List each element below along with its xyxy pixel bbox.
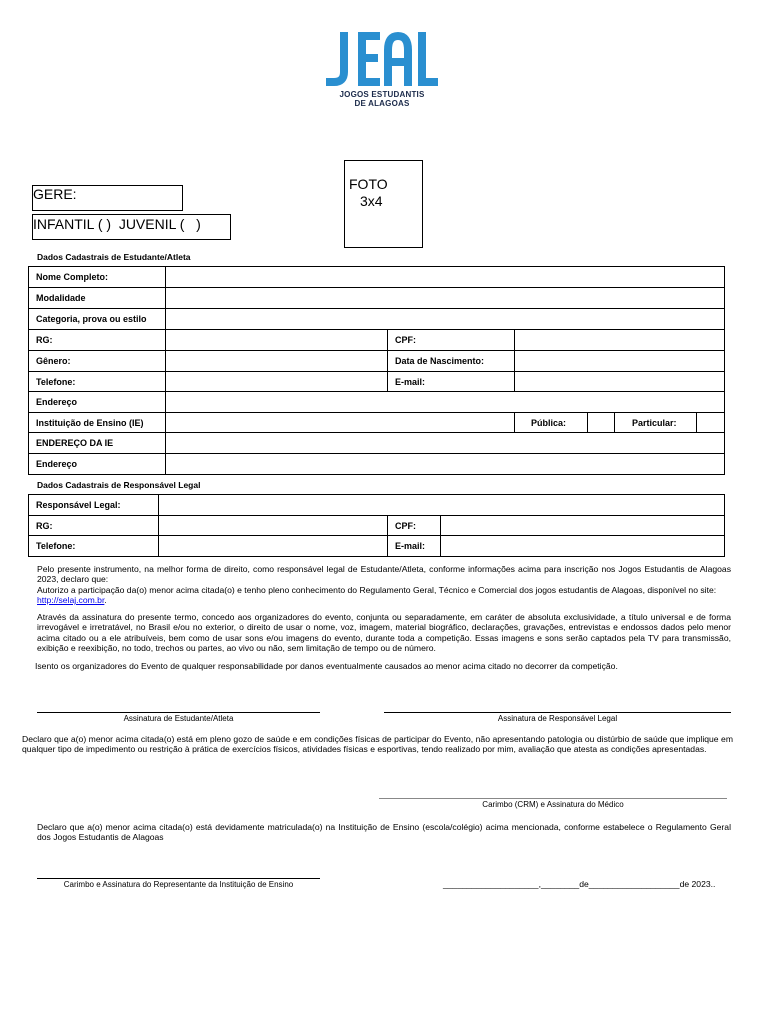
table-row: [29, 433, 725, 454]
guardian-cpf-label: CPF:: [388, 516, 441, 536]
consent-paragraph-3: Isento os organizadores do Evento de qualquer responsabilidade por danos eventualmente causados ao menor acima citado no decorrer da competição.: [35, 661, 618, 671]
responsavel-signature-caption: Assinatura de Responsável Legal: [497, 714, 618, 723]
responsavel-signature-line[interactable]: [384, 712, 731, 713]
responsavel-field[interactable]: [159, 495, 725, 516]
categoria-field[interactable]: [166, 309, 725, 330]
cpf-field[interactable]: [515, 330, 725, 351]
publica-checkbox[interactable]: [588, 413, 615, 433]
atleta-signature-line[interactable]: [37, 712, 320, 713]
nascimento-label: Data de Nascimento:: [388, 351, 515, 372]
guardian-section-title: Dados Cadastrais de Responsável Legal: [37, 480, 201, 490]
nascimento-field[interactable]: [515, 351, 725, 372]
guardian-cpf-field[interactable]: [441, 516, 725, 536]
regulation-link[interactable]: http://selaj.com.br: [37, 595, 105, 606]
table-row: [29, 413, 725, 433]
table-row: [29, 372, 725, 392]
medico-signature-caption: Carimbo (CRM) e Assinatura do Médico: [482, 800, 624, 809]
modalidade-label: Modalidade: [29, 288, 166, 309]
table-row: [29, 267, 725, 288]
category-label: INFANTIL ( ) JUVENIL ( ): [33, 216, 201, 232]
photo-box: [344, 160, 423, 248]
modalidade-field[interactable]: [166, 288, 725, 309]
date-line[interactable]: ____________________,________de___________________de 2023..: [443, 879, 716, 889]
consent-paragraph-1: [37, 564, 731, 606]
nome-label: Nome Completo:: [29, 267, 166, 288]
medico-signature-line[interactable]: [379, 798, 727, 799]
instituicao-field[interactable]: [166, 413, 515, 433]
jeal-logo: [326, 30, 438, 112]
guardian-telefone-label: Telefone:: [29, 536, 159, 557]
table-row: [29, 516, 725, 536]
enrollment-declaration: Declaro que a(o) menor acima citada(o) está devidamente matriculada(o) na Instituição de Ensino (escola/colégio) acima mencionada, conforme estabelece o Regulamento Geral dos Jogos Estudantis de Alagoas: [37, 822, 731, 843]
table-row: [29, 351, 725, 372]
category-box[interactable]: [32, 214, 231, 240]
rg-label: RG:: [29, 330, 166, 351]
table-row: [29, 288, 725, 309]
email-label: E-mail:: [388, 372, 515, 392]
table-row: [29, 495, 725, 516]
consent-line-1: Pelo presente instrumento, na melhor forma de direito, como responsável legal de Estudante/Atleta, conforme informações acima para inscrição nos Jogos Estudantis de Alagoas 2023, declaro que:: [37, 564, 731, 585]
endereco-ie-field[interactable]: [166, 433, 725, 454]
consent-paragraph-2: Através da assinatura do presente termo, concedo aos organizadores do evento, conjunta ou separadamente, em caráter de absoluta exclusividade, a título universal e de forma irrevogável e irretratável, no Brasil e/ou no exterior, o direito de usar o nome, voz, imagem, material biográfico, declarações, gravações, entrevistas e endossos dados pelo menor acima citado ou a ele atribuíveis, bem como de usar sons e/ou imagens do evento, durante toda a competição. Essas imagens e sons serão captados pela TV para transmissão, exibição e reexibição, no todo, trechos ou partes, ao vivo ou não, sem limitação de tempo ou de número.: [37, 612, 731, 654]
cpf-label: CPF:: [388, 330, 515, 351]
genero-label: Gênero:: [29, 351, 166, 372]
atleta-signature-caption: Assinatura de Estudante/Atleta: [123, 714, 234, 723]
guardian-table: [28, 494, 725, 557]
photo-size: 3x4: [360, 193, 383, 209]
particular-label: Particular:: [615, 413, 697, 433]
logo-line1: JOGOS ESTUDANTIS: [339, 90, 425, 99]
consent-line-2-text: Autorizo a participação da(o) menor acima citada(o) e tenho pleno conhecimento do Regulamento Geral, Técnico e Comercial dos jogos estudantis de Alagoas, disponível no site:: [37, 584, 717, 595]
consent-line-2: [37, 585, 731, 606]
jeal-wordmark-icon: [326, 30, 438, 90]
gere-box[interactable]: [32, 185, 183, 211]
instituicao-label: Instituição de Ensino (IE): [29, 413, 166, 433]
consent-line-2-end: .: [104, 595, 107, 606]
photo-label: FOTO: [349, 176, 388, 192]
guardian-email-label: E-mail:: [388, 536, 441, 557]
table-row: [29, 536, 725, 557]
student-table: [28, 266, 725, 475]
instituicao-signature-caption: Carimbo e Assinatura do Representante da Instituição de Ensino: [63, 880, 294, 889]
gere-label: GERE:: [33, 186, 77, 202]
table-row: [29, 330, 725, 351]
email-field[interactable]: [515, 372, 725, 392]
guardian-rg-label: RG:: [29, 516, 159, 536]
endereco-field[interactable]: [166, 392, 725, 413]
guardian-telefone-field[interactable]: [159, 536, 388, 557]
endereco-label: Endereço: [29, 392, 166, 413]
categoria-label: Categoria, prova ou estilo: [29, 309, 166, 330]
health-declaration: Declaro que a(o) menor acima citada(o) está em pleno gozo de saúde e em condições físicas de participar do Evento, não apresentando patologia ou distúrbio de saúde que implique em qualquer tipo de impedimento ou restrição à prática de exercícios físicos, atividades físicas e esportivas, tendo realizado por mim, avaliação que atesta as condições apresentadas.: [22, 734, 733, 755]
table-row: [29, 309, 725, 330]
particular-checkbox[interactable]: [697, 413, 725, 433]
table-row: [29, 454, 725, 475]
instituicao-signature-line[interactable]: [37, 878, 320, 879]
publica-label: Pública:: [515, 413, 588, 433]
nome-field[interactable]: [166, 267, 725, 288]
endereco-ie-label: ENDEREÇO DA IE: [29, 433, 166, 454]
genero-field[interactable]: [166, 351, 388, 372]
endereco2-field[interactable]: [166, 454, 725, 475]
table-row: [29, 392, 725, 413]
telefone-field[interactable]: [166, 372, 388, 392]
responsavel-label: Responsável Legal:: [29, 495, 159, 516]
student-section-title: Dados Cadastrais de Estudante/Atleta: [37, 252, 191, 262]
rg-field[interactable]: [166, 330, 388, 351]
telefone-label: Telefone:: [29, 372, 166, 392]
endereco2-label: Endereço: [29, 454, 166, 475]
guardian-email-field[interactable]: [441, 536, 725, 557]
guardian-rg-field[interactable]: [159, 516, 388, 536]
logo-line2: DE ALAGOAS: [354, 99, 410, 108]
